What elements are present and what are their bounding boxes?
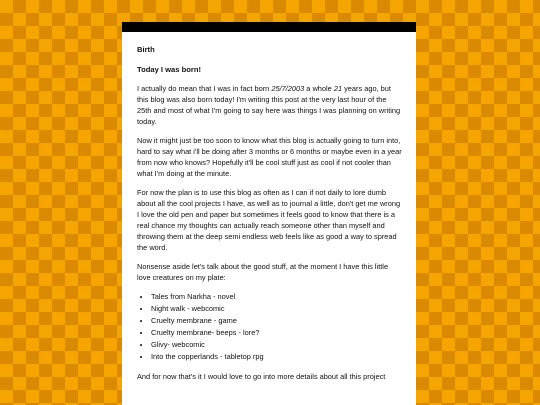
project-list <box>137 291 402 363</box>
project-item: • Cruelty membrane - game <box>151 315 402 327</box>
project-item: • Tales from Narkha - novel <box>151 291 402 303</box>
project-item: • Night walk - webcomic <box>151 303 402 315</box>
age-value: 21 <box>333 84 343 93</box>
paragraph-intro <box>137 83 402 127</box>
paragraph-intro-part-b: a whole <box>304 84 334 93</box>
project-item: • Cruelty membrane- beeps - lore? <box>151 327 402 339</box>
paragraph-plan: For now the plan is to use this blog as often as I can if not daily to lore dumb about all the cool projects I have, as well as to journal a little, don't get me wrong I love the old pen and paper but sometimes it feels good to know that there is a real chance my thoughts can actually reach someone other than myself and throwing them at the deep semi endless web feels like as good a way to spread the word. <box>137 188 401 252</box>
project-item: • Into the copperlands - tabletop rpg <box>151 351 402 363</box>
blog-post <box>122 22 416 405</box>
birth-date: 25/7/2003 <box>271 84 305 93</box>
post-heading: Today I was born! <box>137 65 201 74</box>
paragraph-projects-intro: Nonsense aside let's talk about the good stuff, at the moment I have this little love creatures on my plate: <box>137 262 389 282</box>
paragraph-intro-part-c: years ago, but this blog was also born today! I'm writing this post at the very last hour of the 25th and most of what I'm going to say here was things I was planning on writing today. <box>137 84 401 126</box>
paragraph-closing: And for now that's it I would love to go into more details about all this project <box>137 372 386 381</box>
paragraph-future: Now it might just be too soon to know what this blog is actually going to turn into, hard to say what i'll be doing after 3 months or 6 months or maybe even in a year from now who knows? Hopefully it'll be cool stuff just as cool if not cooler than what I'm doing at the minute. <box>137 136 402 178</box>
project-item: • Glivy- webcomic <box>151 339 402 351</box>
paragraph-intro-part-a: I actually do mean that I was in fact born <box>137 84 272 93</box>
post-title: Birth <box>137 45 155 54</box>
